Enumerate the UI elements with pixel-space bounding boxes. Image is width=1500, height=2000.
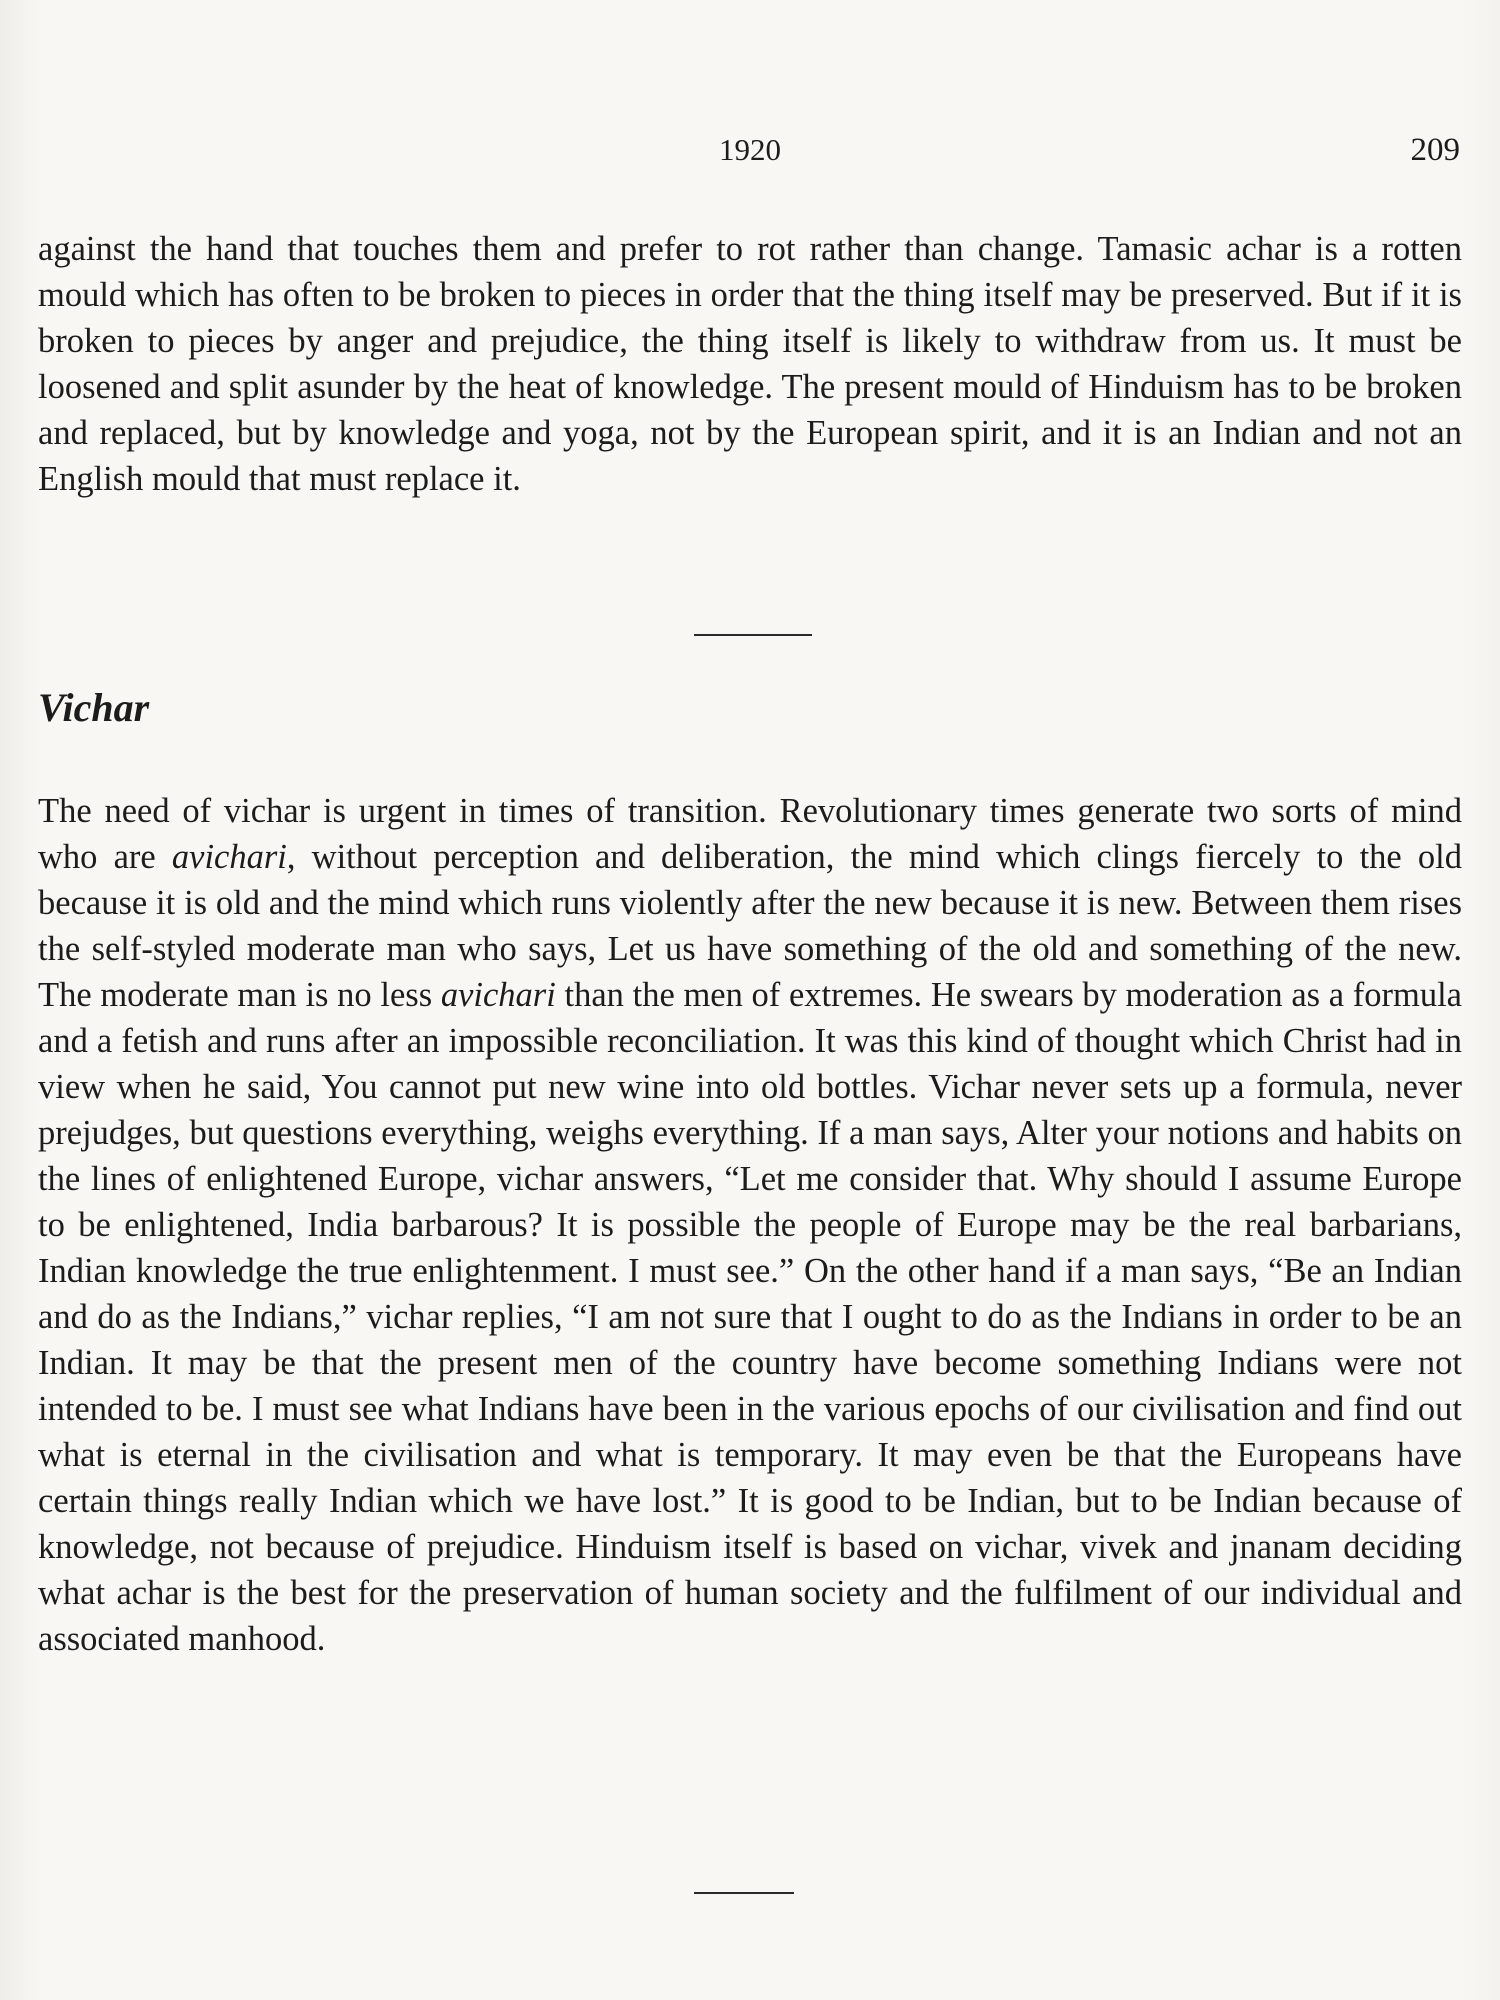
paragraph-vichar bbox=[38, 788, 1462, 1662]
term-avichari-second: avichari bbox=[440, 976, 556, 1014]
paragraph-vichar-text-1: The need of vichar is urgent in times of transition. Revolutionary times generate two sorts of mind who are bbox=[38, 792, 1462, 876]
page-number: 209 bbox=[1410, 132, 1460, 168]
section-divider bbox=[694, 634, 812, 636]
paragraph-vichar-text-3: than the men of extremes. He swears by moderation as a formula and a fetish and runs after an impossible reconciliation. It was this kind of thought which Christ had in view when he said, You cannot put new wine into old bottles. Vichar never sets up a formula, never prejudges, but questions everything, weighs everything. If a man says, Alter your notions and habits on the lines of enlightened Europe, vichar answers, “Let me consider that. Why should I assume Europe to be enlightened, India barbarous? It is possible the people of Europe may be the real barbarians, Indian knowledge the true enlightenment. I must see.” On the other hand if a man says, “Be an Indian and do as the Indians,” vichar replies, “I am not sure that I ought to do as the Indians in order to be an Indian. It may be that the present men of the country have become something Indians were not intended to be. I must see what Indians have been in the various epochs of our civilisation and find out what is eternal in the civilisation and what is temporary. It may even be that the Europeans have certain things really Indian which we have lost.” It is good to be Indian, but to be Indian because of knowledge, not because of prejudice. Hinduism itself is based on vichar, vivek and jnanam deciding what achar is the best for the preservation of human society and the fulfilment of our individual and associated manhood. bbox=[38, 976, 1462, 1658]
section-divider-end bbox=[694, 1892, 794, 1894]
paragraph-tamasic-achar: against the hand that touches them and prefer to rot rather than change. Tamasic achar is a rotten mould which has often to be broken to pieces in order that the thing itself may be preserved. But if it is broken to pieces by anger and prejudice, the thing itself is likely to withdraw from us. It must be loosened and split asunder by the heat of knowledge. The present mould of Hinduism has to be broken and replaced, but by knowledge and yoga, not by the European spirit, and it is an Indian and not an English mould that must replace it. bbox=[38, 230, 1462, 498]
term-avichari: avichari bbox=[171, 838, 287, 876]
running-head-year: 1920 bbox=[719, 132, 781, 167]
section-heading-vichar: Vichar bbox=[38, 685, 150, 730]
running-head bbox=[40, 132, 1460, 172]
paragraph-vichar-text-2: , without perception and deliberation, the mind which clings fiercely to the old because it is old and the mind which runs violently after the new because it is new. Between them rises the self-styled moderate man who says, Let us have something of the old and something of the new. The moderate man is no less bbox=[38, 838, 1463, 1014]
